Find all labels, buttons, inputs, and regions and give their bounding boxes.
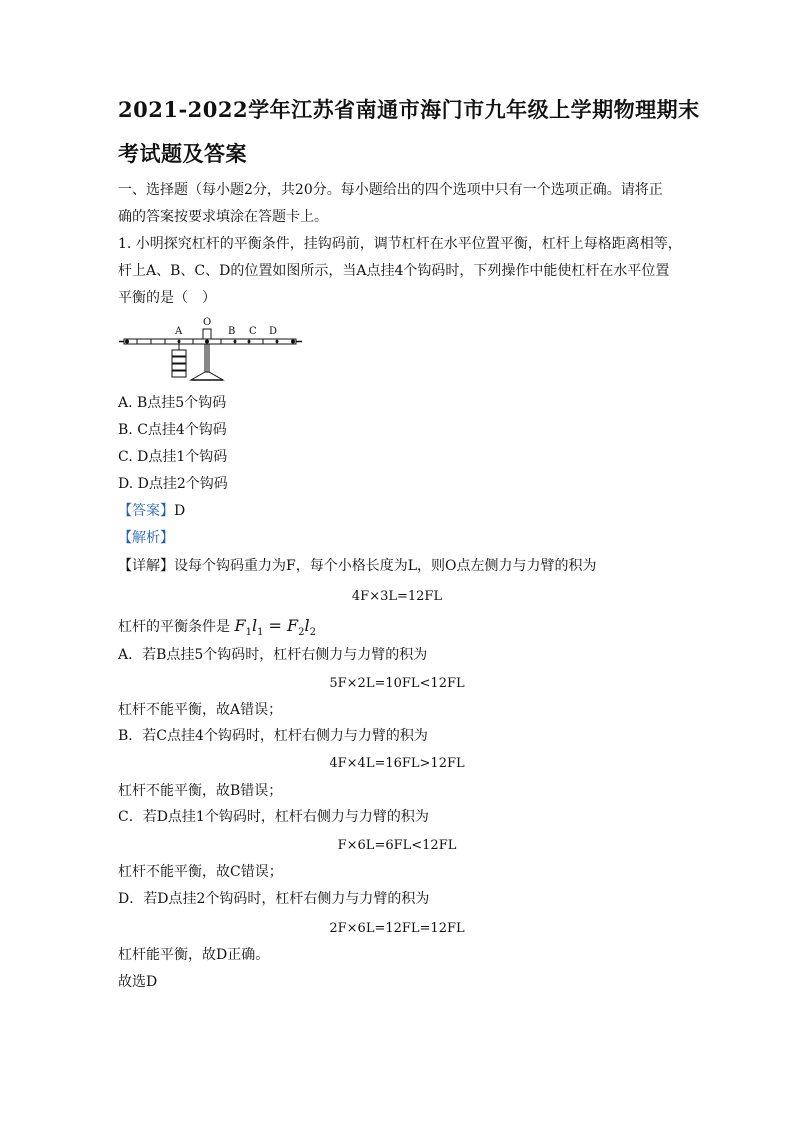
question-1-stem-line-1: 1. 小明探究杠杆的平衡条件，挂钩码前，调节杠杆在水平位置平衡，杠杆上每格距离相等， bbox=[118, 236, 682, 252]
detail-line bbox=[118, 556, 597, 576]
final-answer: 故选D bbox=[118, 974, 158, 990]
detail-text: 设每个钩码重力为F，每个小格长度为L，则O点左侧力与力臂的积为 bbox=[174, 558, 597, 574]
analysis-line bbox=[118, 528, 174, 548]
lever-bar bbox=[124, 339, 296, 344]
document-title-line-1: 2021-2022学年江苏省南通市海门市九年级上学期物理期末 bbox=[118, 97, 700, 122]
step-a-head: A．若B点挂5个钩码时，杠杆右侧力与力臂的积为 bbox=[118, 647, 428, 663]
balance-text: 杠杆的平衡条件是 bbox=[118, 619, 230, 635]
option-d: D. D点挂2个钩码 bbox=[118, 476, 228, 492]
section-instruction-line-2: 确的答案按要求填涂在答题卡上。 bbox=[118, 209, 328, 225]
step-d-equation: 2F×6L=12FL=12FL bbox=[329, 921, 465, 936]
document-title-line-2: 考试题及答案 bbox=[118, 141, 247, 166]
answer-line bbox=[118, 501, 185, 521]
label-O: O bbox=[203, 317, 212, 328]
label-D: D bbox=[269, 326, 278, 337]
step-b-equation: 4F×4L=16FL>12FL bbox=[329, 756, 465, 771]
answer-value: D bbox=[174, 503, 186, 519]
analysis-tag: 【解析】 bbox=[118, 530, 174, 546]
equation-left: 4F×3L=12FL bbox=[351, 589, 443, 604]
step-d-tail: 杠杆能平衡，故D正确。 bbox=[118, 947, 270, 963]
balance-formula: $F_1l_1 = F_2l_2$ bbox=[234, 616, 316, 639]
section-instruction-line-1: 一、选择题（每小题2分，共20分。每小题给出的四个选项中只有一个选项正确。请将正 bbox=[118, 182, 663, 198]
option-c: C. D点挂1个钩码 bbox=[118, 449, 228, 465]
question-1-stem-line-3: 平衡的是（ ） bbox=[118, 290, 216, 306]
hook-weights bbox=[172, 350, 186, 377]
step-c-tail: 杠杆不能平衡，故C错误； bbox=[118, 864, 283, 880]
step-a-equation: 5F×2L=10FL<12FL bbox=[329, 676, 465, 691]
step-c-equation: F×6L=6FL<12FL bbox=[337, 838, 457, 853]
balance-condition-line bbox=[118, 616, 316, 643]
lever-figure bbox=[118, 312, 303, 387]
option-a: A. B点挂5个钩码 bbox=[118, 395, 227, 411]
question-1-stem-line-2: 杆上A、B、C、D的位置如图所示，当A点挂4个钩码时，下列操作中能使杠杆在水平位置 bbox=[118, 263, 670, 279]
lever-stand-base bbox=[191, 372, 223, 380]
detail-tag: 【详解】 bbox=[118, 558, 174, 574]
step-b-tail: 杠杆不能平衡，故B错误； bbox=[118, 783, 283, 799]
label-C: C bbox=[249, 326, 257, 337]
step-a-tail: 杠杆不能平衡，故A错误； bbox=[118, 702, 283, 718]
step-d-head: D．若D点挂2个钩码时，杠杆右侧力与力臂的积为 bbox=[118, 891, 430, 907]
pivot-point bbox=[205, 340, 209, 344]
label-A: A bbox=[175, 326, 183, 337]
step-c-head: C．若D点挂1个钩码时，杠杆右侧力与力臂的积为 bbox=[118, 809, 429, 825]
pivot-bracket bbox=[203, 329, 211, 339]
option-b: B. C点挂4个钩码 bbox=[118, 422, 227, 438]
step-b-head: B．若C点挂4个钩码时，杠杆右侧力与力臂的积为 bbox=[118, 728, 428, 744]
answer-tag: 【答案】 bbox=[118, 503, 174, 519]
label-B: B bbox=[228, 326, 236, 337]
